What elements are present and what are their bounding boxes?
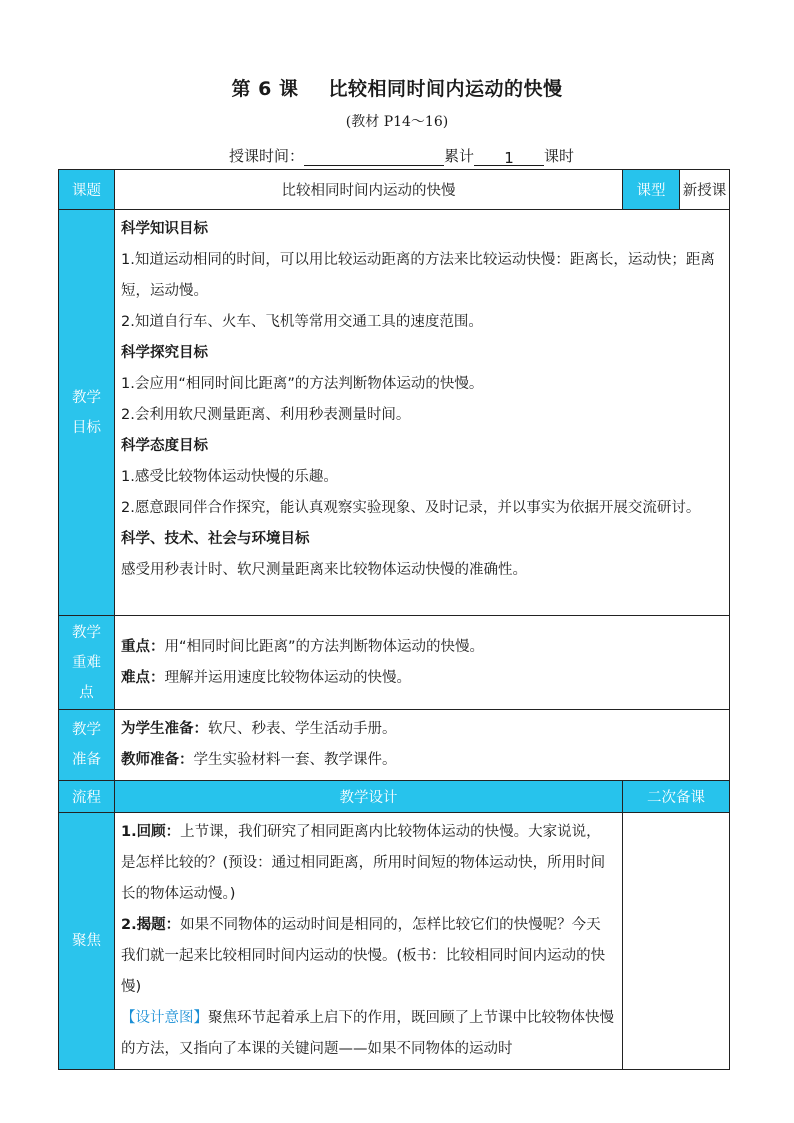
total-label: 累计 [444,147,475,165]
student-preparation-text: 软尺、秒表、学生活动手册。 [208,721,397,737]
keypoints-label [59,616,115,710]
key-point [121,632,721,663]
goals-label-line2: 目标 [72,419,101,436]
key-point-label: 重点： [121,638,165,655]
class-time-line [229,145,574,166]
attitude-goal-1: 1.感受比较物体运动快慢的乐趣。 [121,469,338,485]
teacher-preparation-text: 学生实验材料一套、教学课件。 [193,752,397,768]
design-intent-text: 聚焦环节起着承上启下的作用，既回顾了上节课中比较物体快慢的方法，又指向了本课的关键问题——如果不同物体的运动时 [121,1010,614,1057]
preparation-label-line1: 教学 [72,722,101,738]
topic-value: 比较相同时间内运动的快慢 [115,170,623,210]
knowledge-goal-2: 2.知道自行车、火车、飞机等常用交通工具的速度范围。 [121,314,483,330]
difficult-point [121,663,721,694]
textbook-pages: (教材 P14～16) [345,114,449,130]
teacher-preparation [121,745,721,776]
preparation-label-line2: 准备 [72,752,101,768]
flow-header-revision: 二次备课 [623,781,730,813]
student-preparation [121,714,721,745]
difficult-point-label: 难点： [121,669,165,686]
lesson-heading [0,74,794,101]
student-preparation-label: 为学生准备： [121,721,208,737]
attitude-goal-2: 2.愿意跟同伴合作探究，能认真观察实验现象、及时记录，并以事实为依据开展交流研讨。 [121,500,701,516]
focus-row [59,813,730,1070]
focus-content [115,813,623,1070]
review-text: 上节课，我们研究了相同距离内比较物体运动的快慢。大家说说，是怎样比较的？(预设：通过相同距离，所用时间短的物体运动快，所用时间长的物体运动慢。) [121,824,606,902]
goals-content [115,210,730,616]
stse-goal-title: 科学、技术、社会与环境目标 [121,531,310,547]
topic-reveal-text: 如果不同物体的运动时间是相同的，怎样比较它们的快慢呢？今天我们就一起来比较相同时间内运动的快慢。(板书：比较相同时间内运动的快慢) [121,917,606,995]
keypoints-label-line1: 教学 [72,624,101,641]
topic-reveal-label: 2.揭题： [121,917,181,933]
lesson-plan-table [58,169,730,1070]
flow-header-process: 流程 [59,781,115,813]
key-point-text: 用“相同时间比距离”的方法判断物体运动的快慢。 [164,638,485,655]
revision-notes-cell[interactable] [623,813,730,1070]
keypoints-label-line3: 点 [79,684,94,701]
design-intent-paragraph [121,1003,614,1065]
review-paragraph [121,817,614,910]
goals-label [59,210,115,616]
preparation-label [59,710,115,781]
keypoints-row [59,616,730,710]
inquiry-goal-2: 2.会利用软尺测量距离、利用秒表测量时间。 [121,407,411,423]
preparation-content [115,710,730,781]
class-time-blank[interactable] [304,149,444,166]
stse-goal-1: 感受用秒表计时、软尺测量距离来比较物体运动快慢的准确性。 [121,562,527,578]
goals-row [59,210,730,616]
knowledge-goal-1: 1.知道运动相同的时间，可以用比较运动距离的方法来比较运动快慢：距离长，运动快；距离短，运动慢。 [121,252,715,299]
focus-label: 聚焦 [59,813,115,1070]
topic-label: 课题 [59,170,115,210]
design-intent-label: 【设计意图】 [121,1010,208,1026]
inquiry-goal-1: 1.会应用“相同时间比距离”的方法判断物体运动的快慢。 [121,376,484,392]
attitude-goal-title: 科学态度目标 [121,438,208,454]
period-label: 课时 [544,147,575,165]
goals-label-line1: 教学 [72,389,101,406]
difficult-point-text: 理解并运用速度比较物体运动的快慢。 [164,669,411,686]
class-time-label: 授课时间： [229,147,305,165]
lesson-type-label: 课型 [623,170,680,210]
flow-header-design: 教学设计 [115,781,623,813]
lesson-number: 第 6 课 [231,78,299,100]
teacher-preparation-label: 教师准备： [121,752,194,768]
knowledge-goal-title: 科学知识目标 [121,221,208,237]
review-label: 1.回顾： [121,824,181,840]
preparation-row [59,710,730,781]
total-value[interactable]: 1 [474,149,544,166]
keypoints-content [115,616,730,710]
lesson-type-value: 新授课 [680,170,730,210]
keypoints-label-line2: 重难 [72,654,101,671]
topic-row [59,170,730,210]
inquiry-goal-title: 科学探究目标 [121,345,208,361]
topic-reveal-paragraph [121,910,614,1003]
flow-header-row [59,781,730,813]
lesson-title: 比较相同时间内运动的快慢 [328,78,563,100]
